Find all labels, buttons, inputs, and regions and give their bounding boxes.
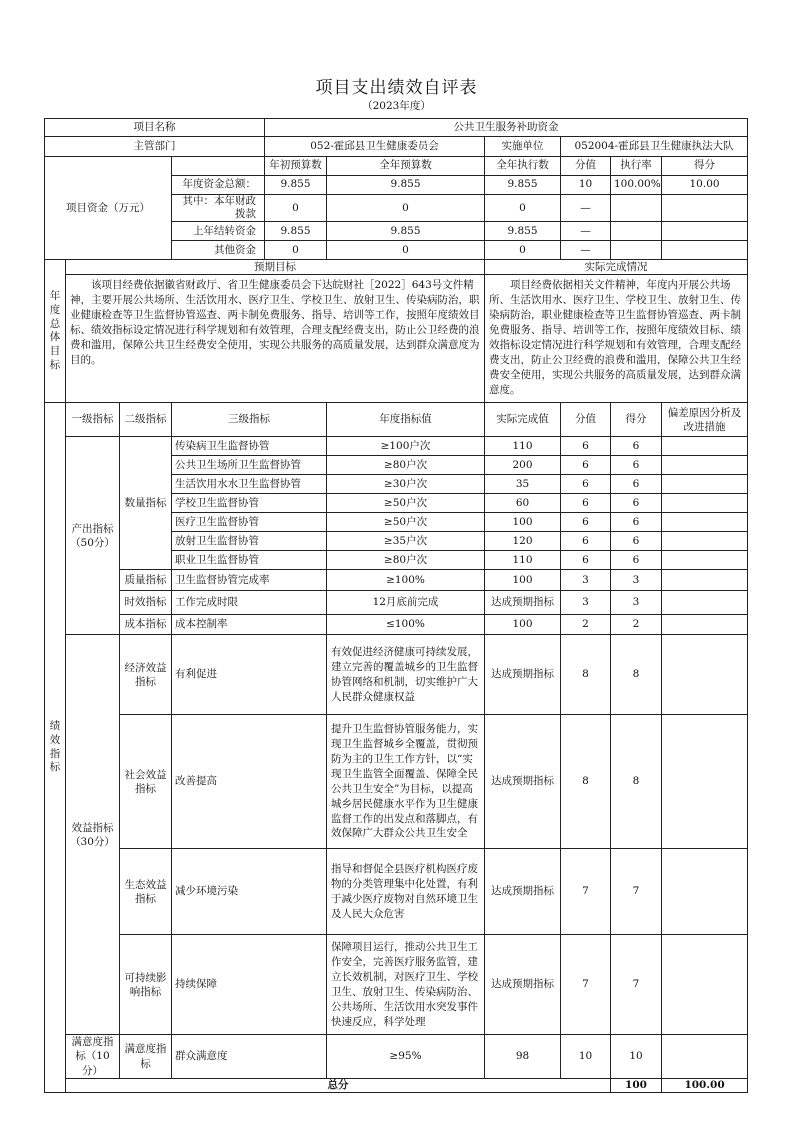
benefit-l2-label: 社会效益指标 [120, 715, 172, 849]
funds-header-row [45, 157, 748, 176]
indicator-actual: 达成预期指标 [485, 715, 561, 849]
indicator-value: 8 [561, 715, 611, 849]
indicator-value: 2 [561, 615, 611, 635]
indicator-row [45, 615, 748, 635]
actual-goal-label: 实际完成情况 [485, 260, 748, 275]
benefit-l2-label: 经济效益指标 [120, 635, 172, 715]
indicator-value: 10 [561, 1035, 611, 1079]
indicator-value: 3 [561, 591, 611, 615]
indicator-name: 公共卫生场所卫生监督协管 [172, 456, 327, 475]
goals-side-label: 年度总体目标 [45, 260, 66, 403]
indicator-target: ≤100% [327, 615, 485, 635]
benefit-l2-label: 可持续影响指标 [120, 935, 172, 1035]
indicator-score: 8 [611, 715, 662, 849]
indicator-name: 成本控制率 [172, 615, 327, 635]
funds-executed: 0 [485, 241, 561, 260]
indicator-target: ≥100户次 [327, 437, 485, 456]
funds-score [662, 195, 748, 222]
self-evaluation-table [44, 118, 748, 1093]
indicator-actual: 100 [485, 513, 561, 532]
indicator-notes [662, 551, 748, 570]
indicator-target: 指导和督促全县医疗机构医疗废物的分类管理集中化处置，有利于减少医疗废物对自然环境卫生及人民大众危害 [327, 849, 485, 935]
indicator-target: ≥50户次 [327, 513, 485, 532]
indicator-name: 减少环境污染 [172, 849, 327, 935]
indicator-notes [662, 475, 748, 494]
page-title: 项目支出绩效自评表 [315, 78, 478, 98]
indicator-target: ≥80户次 [327, 551, 485, 570]
funds-initial: 9.855 [265, 222, 327, 241]
total-row [45, 1078, 748, 1092]
funds-col-executed: 全年执行数 [485, 157, 561, 176]
funds-rate [611, 195, 662, 222]
indicator-notes [662, 635, 748, 715]
indicators-side-label: 绩效指标 [45, 403, 66, 1093]
indicator-value: 6 [561, 456, 611, 475]
funds-score-value: — [561, 222, 611, 241]
indicator-target: 保障项目运行，推动公共卫生工作安全，完善医疗服务监管，建立长效机制，对医疗卫生、学校卫生、放射卫生、传染病防治、公共场所、生活饮用水突发事件快速反应，科学处理 [327, 935, 485, 1035]
goals-content-row [45, 275, 748, 403]
funds-score-value: — [561, 195, 611, 222]
funds-initial: 0 [265, 241, 327, 260]
indicator-name: 学校卫生监督协管 [172, 494, 327, 513]
indicator-name: 改善提高 [172, 715, 327, 849]
indicator-name: 医疗卫生监督协管 [172, 513, 327, 532]
funds-col-initial: 年初预算数 [265, 157, 327, 176]
project-name-value: 公共卫生服务补助资金 [265, 119, 748, 137]
indicator-actual: 达成预期指标 [485, 849, 561, 935]
indicator-score: 6 [611, 494, 662, 513]
impl-value: 052004-霍邱县卫生健康执法大队 [561, 137, 748, 157]
header-value: 分值 [561, 403, 611, 437]
indicator-actual: 200 [485, 456, 561, 475]
indicator-notes [662, 591, 748, 615]
indicator-notes [662, 532, 748, 551]
header-notes: 偏差原因分析及改进措施 [662, 403, 748, 437]
cost-indicator-label: 成本指标 [120, 615, 172, 635]
indicator-row [45, 715, 748, 849]
indicator-score: 8 [611, 635, 662, 715]
indicator-score: 6 [611, 437, 662, 456]
indicator-name: 生活饮用水水卫生监督协管 [172, 475, 327, 494]
indicator-target: ≥30户次 [327, 475, 485, 494]
indicator-notes [662, 1035, 748, 1079]
total-value: 100 [611, 1078, 662, 1092]
dept-label: 主管部门 [45, 137, 265, 157]
funds-row-label: 年度资金总额： [172, 176, 265, 195]
funds-rate: 100.00% [611, 176, 662, 195]
indicator-notes [662, 456, 748, 475]
output-indicator-label: 产出指标（50分） [66, 437, 120, 635]
indicator-name: 工作完成时限 [172, 591, 327, 615]
funds-row-label: 其中：本年财政拨款 [172, 195, 265, 222]
funds-score [662, 241, 748, 260]
indicator-actual: 35 [485, 475, 561, 494]
funds-score-value: — [561, 241, 611, 260]
indicator-value: 3 [561, 570, 611, 591]
funds-row-label: 上年结转资金 [172, 222, 265, 241]
indicator-row [45, 570, 748, 591]
project-name-row [45, 119, 748, 137]
header-l3: 三级指标 [172, 403, 327, 437]
header-target: 年度指标值 [327, 403, 485, 437]
funds-initial: 9.855 [265, 176, 327, 195]
indicator-row [45, 437, 748, 456]
funds-annual: 9.855 [327, 176, 485, 195]
funds-col-annual: 全年预算数 [327, 157, 485, 176]
indicator-actual: 60 [485, 494, 561, 513]
header-l1: 一级指标 [66, 403, 120, 437]
funds-initial: 0 [265, 195, 327, 222]
indicator-name: 传染病卫生监督协管 [172, 437, 327, 456]
indicator-value: 6 [561, 551, 611, 570]
header-l2: 二级指标 [120, 403, 172, 437]
indicator-score: 2 [611, 615, 662, 635]
funds-score [662, 222, 748, 241]
indicator-target: ≥35户次 [327, 532, 485, 551]
satisfaction-l1-label: 满意度指标（10分） [66, 1035, 120, 1079]
indicator-value: 7 [561, 849, 611, 935]
project-dept-row [45, 137, 748, 157]
quality-indicator-label: 质量指标 [120, 570, 172, 591]
funds-col-score-value: 分值 [561, 157, 611, 176]
indicator-target: 12月底前完成 [327, 591, 485, 615]
indicator-notes [662, 494, 748, 513]
indicator-target: ≥95% [327, 1035, 485, 1079]
indicator-score: 3 [611, 570, 662, 591]
indicator-notes [662, 935, 748, 1035]
indicator-name: 有利促进 [172, 635, 327, 715]
indicator-row [45, 1035, 748, 1079]
indicator-score: 7 [611, 849, 662, 935]
indicator-row [45, 635, 748, 715]
indicator-actual: 100 [485, 615, 561, 635]
actual-goal-text: 项目经费依据相关文件精神，年度内开展公共场所、生活饮用水、医疗卫生、学校卫生、放射卫生、传染病防治，职业健康检查等卫生监督协管巡查、两卡制免费服务、指导、培训等工作，按照年度绩效目标、绩效指标设定情况进行科学规划和有效管理，合理支配经费支出，防止公卫经费的浪费和滥用，保障公共卫生经费安全使用，实现公共服务的高质量发展，达到群众满意度。 [485, 275, 748, 403]
page-subtitle-year: （2023年度） [362, 100, 431, 112]
funds-label: 项目资金（万元） [45, 157, 172, 260]
satisfaction-l2-label: 满意度指标 [120, 1035, 172, 1079]
indicator-name: 群众满意度 [172, 1035, 327, 1079]
indicator-score: 6 [611, 551, 662, 570]
funds-col-rate: 执行率 [611, 157, 662, 176]
indicator-value: 6 [561, 437, 611, 456]
impl-label: 实施单位 [485, 137, 561, 157]
indicator-target: 有效促进经济健康可持续发展，建立完善的覆盖城乡的卫生监督协管网络和机制，切实维护广大人民群众健康权益 [327, 635, 485, 715]
funds-score-value: 10 [561, 176, 611, 195]
funds-rate [611, 222, 662, 241]
indicator-target: ≥100% [327, 570, 485, 591]
indicator-actual: 达成预期指标 [485, 935, 561, 1035]
indicator-actual: 达成预期指标 [485, 591, 561, 615]
indicator-row [45, 591, 748, 615]
benefit-indicator-label: 效益指标（30分） [66, 635, 120, 1035]
funds-executed: 0 [485, 195, 561, 222]
header-actual: 实际完成值 [485, 403, 561, 437]
project-name-label: 项目名称 [45, 119, 265, 137]
benefit-l2-label: 生态效益指标 [120, 849, 172, 935]
indicator-name: 卫生监督协管完成率 [172, 570, 327, 591]
indicator-score: 7 [611, 935, 662, 1035]
total-score: 100.00 [662, 1078, 748, 1092]
indicator-notes [662, 615, 748, 635]
indicator-score: 10 [611, 1035, 662, 1079]
indicator-name: 职业卫生监督协管 [172, 551, 327, 570]
goals-header-row [45, 260, 748, 275]
total-label: 总分 [66, 1078, 611, 1092]
indicator-value: 7 [561, 935, 611, 1035]
indicator-value: 6 [561, 494, 611, 513]
indicators-header-row [45, 403, 748, 437]
indicator-row [45, 935, 748, 1035]
indicator-notes [662, 849, 748, 935]
funds-score: 10.00 [662, 176, 748, 195]
header-score: 得分 [611, 403, 662, 437]
indicator-actual: 100 [485, 570, 561, 591]
indicator-notes [662, 715, 748, 849]
indicator-score: 6 [611, 532, 662, 551]
funds-rate [611, 241, 662, 260]
funds-executed: 9.855 [485, 222, 561, 241]
indicator-name: 持续保障 [172, 935, 327, 1035]
indicator-actual: 110 [485, 437, 561, 456]
indicator-score: 6 [611, 513, 662, 532]
indicator-value: 8 [561, 635, 611, 715]
expected-goal-label: 预期目标 [66, 260, 485, 275]
dept-value: 052-霍邱县卫生健康委员会 [265, 137, 485, 157]
indicator-name: 放射卫生监督协管 [172, 532, 327, 551]
indicator-value: 6 [561, 475, 611, 494]
indicator-actual: 98 [485, 1035, 561, 1079]
funds-annual: 9.855 [327, 222, 485, 241]
indicator-row [45, 849, 748, 935]
indicator-target: 提升卫生监督协管服务能力，实现卫生监督城乡全覆盖，贯彻预防为主的卫生工作方针，以“实现卫生监管全面覆盖、保障全民公共卫生安全”为目标，以提高城乡居民健康水平作为卫生健康监督工作的出发点和落脚点，有效保障广大群众公共卫生安全 [327, 715, 485, 849]
indicator-notes [662, 570, 748, 591]
indicator-score: 6 [611, 456, 662, 475]
funds-row-label: 其他资金 [172, 241, 265, 260]
indicator-score: 6 [611, 475, 662, 494]
timeliness-indicator-label: 时效指标 [120, 591, 172, 615]
indicator-notes [662, 437, 748, 456]
expected-goal-text: 该项目经费依据徽省财政厅、省卫生健康委员会下达皖财社［2022］643号文件精神，主要开展公共场所、生活饮用水、医疗卫生、学校卫生、放射卫生、传染病防治，职业健康检查等卫生监督协管巡查、两卡制免费服务、指导、培训等工作，按照年度绩效目标、绩效指标设定情况进行科学规划和有效管理，合理支配经费支出，防止公卫经费的浪费和滥用，保障公共卫生经费安全使用，实现公共服务的高质量发展，达到群众满意度为目的。 [66, 275, 485, 403]
funds-annual: 0 [327, 195, 485, 222]
funds-col-score: 得分 [662, 157, 748, 176]
funds-executed: 9.855 [485, 176, 561, 195]
indicator-target: ≥50户次 [327, 494, 485, 513]
quantity-indicator-label: 数量指标 [120, 437, 172, 570]
indicator-actual: 达成预期指标 [485, 635, 561, 715]
indicator-value: 6 [561, 513, 611, 532]
indicator-notes [662, 513, 748, 532]
indicator-actual: 120 [485, 532, 561, 551]
funds-annual: 0 [327, 241, 485, 260]
indicator-score: 3 [611, 591, 662, 615]
funds-header-blank [172, 157, 265, 176]
indicator-actual: 110 [485, 551, 561, 570]
indicator-target: ≥80户次 [327, 456, 485, 475]
indicator-value: 6 [561, 532, 611, 551]
